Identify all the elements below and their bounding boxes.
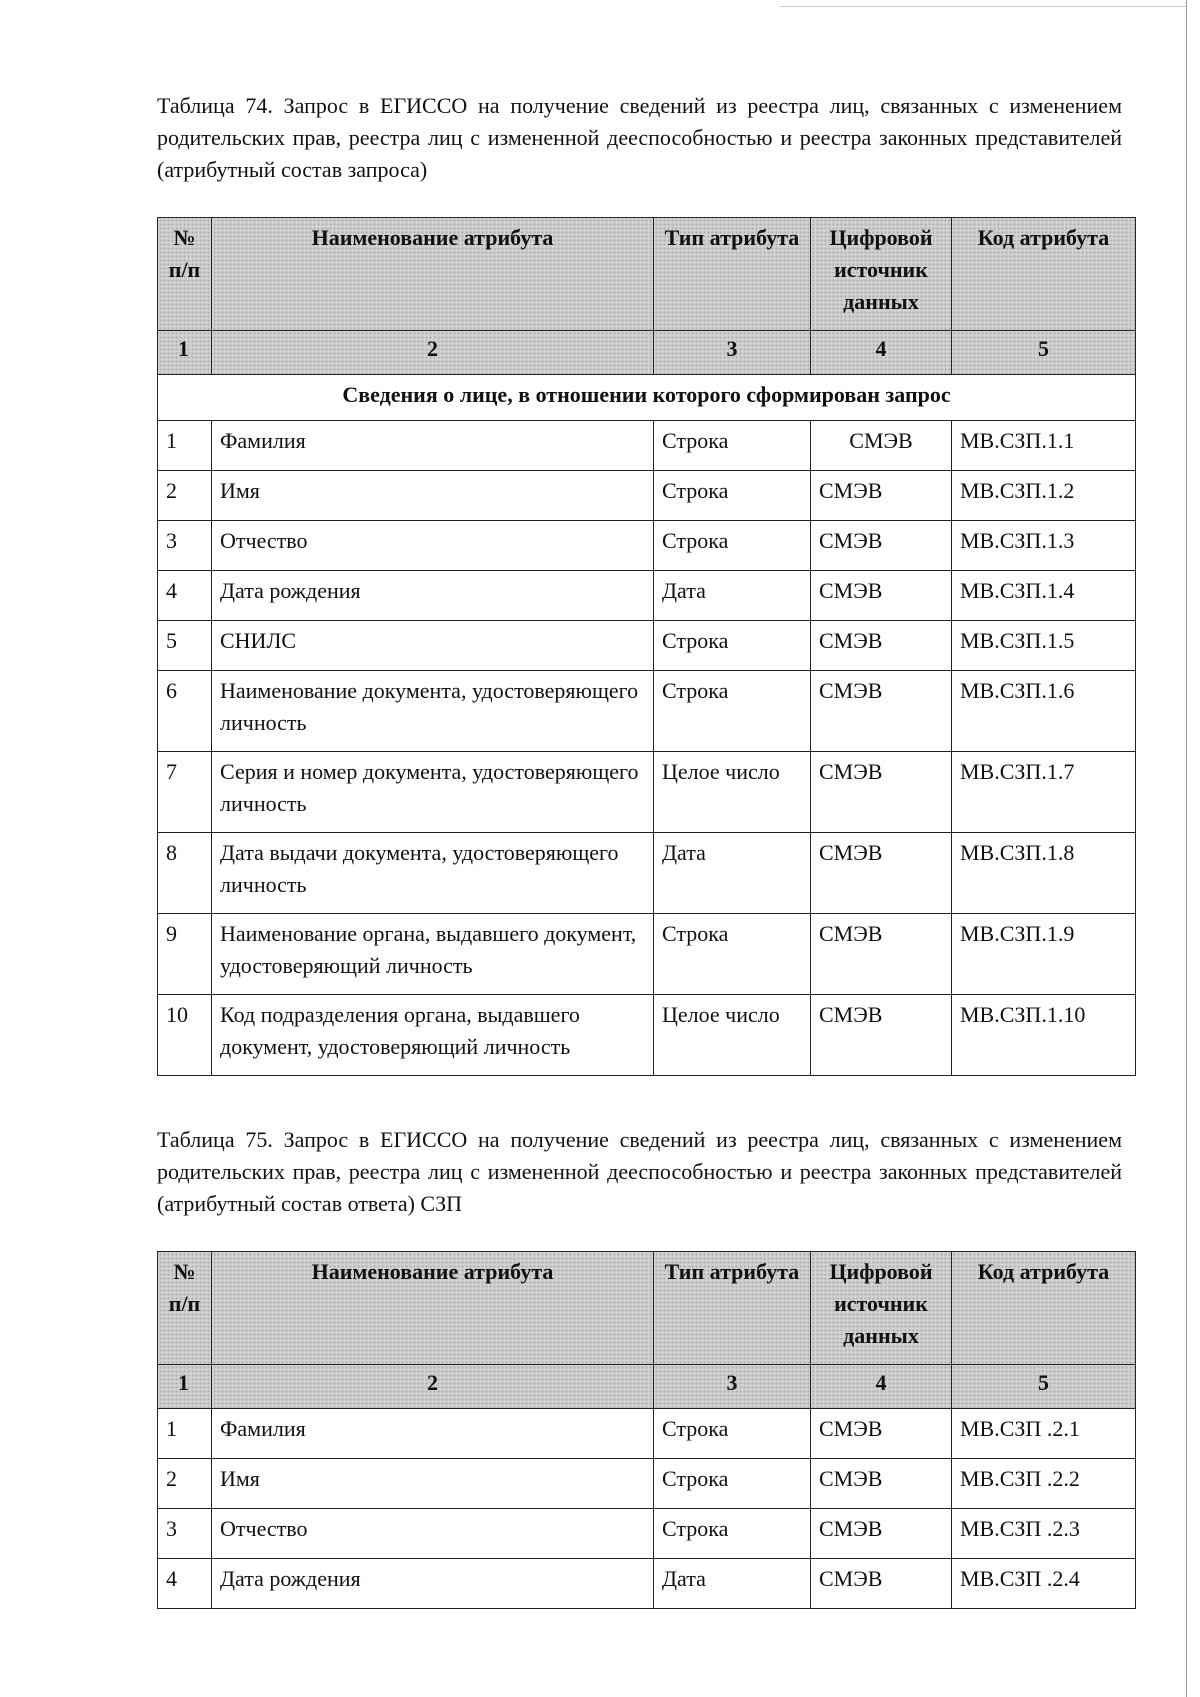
- row-number: 6: [158, 671, 212, 752]
- table-row: [158, 671, 1136, 752]
- header-data-source: Цифровой источник данных: [811, 218, 952, 331]
- attribute-name: Наименование органа, выдавшего документ, удостоверяющий личность: [212, 914, 654, 995]
- attribute-type: Целое число: [654, 752, 811, 833]
- attribute-name: Имя: [212, 1459, 654, 1509]
- attribute-name: Наименование документа, удостоверяющего личность: [212, 671, 654, 752]
- attribute-code: МВ.СЗП.1.7: [952, 752, 1136, 833]
- attribute-code: МВ.СЗП .2.1: [952, 1409, 1136, 1459]
- attribute-name: Дата выдачи документа, удостоверяющего личность: [212, 833, 654, 914]
- data-source: СМЭВ: [811, 1459, 952, 1509]
- attribute-code: МВ.СЗП.1.6: [952, 671, 1136, 752]
- section-title: Сведения о лице, в отношении которого сформирован запрос: [158, 375, 1136, 421]
- attribute-type: Дата: [654, 571, 811, 621]
- header-attribute-code: Код атрибута: [952, 1252, 1136, 1365]
- row-number: 2: [158, 1459, 212, 1509]
- attribute-code: МВ.СЗП.1.10: [952, 995, 1136, 1076]
- row-number: 10: [158, 995, 212, 1076]
- column-number: 4: [811, 1365, 952, 1409]
- attribute-name: Дата рождения: [212, 1559, 654, 1609]
- scan-edge-top: [780, 6, 1186, 7]
- row-number: 1: [158, 421, 212, 471]
- header-number: № п/п: [158, 218, 212, 331]
- table-row: [158, 621, 1136, 671]
- attribute-code: МВ.СЗП.1.5: [952, 621, 1136, 671]
- data-source: СМЭВ: [811, 1509, 952, 1559]
- header-attribute-type: Тип атрибута: [654, 218, 811, 331]
- table-row: [158, 571, 1136, 621]
- table-row: [158, 914, 1136, 995]
- attribute-name: Имя: [212, 471, 654, 521]
- attribute-name: СНИЛС: [212, 621, 654, 671]
- column-number: 2: [212, 1365, 654, 1409]
- attribute-code: МВ.СЗП.1.9: [952, 914, 1136, 995]
- row-number: 9: [158, 914, 212, 995]
- column-number: 4: [811, 331, 952, 375]
- attribute-type: Строка: [654, 1459, 811, 1509]
- data-source: СМЭВ: [811, 833, 952, 914]
- header-attribute-code: Код атрибута: [952, 218, 1136, 331]
- table-74: [157, 217, 1136, 1076]
- row-number: 5: [158, 621, 212, 671]
- attribute-name: Отчество: [212, 1509, 654, 1559]
- table-row: [158, 521, 1136, 571]
- data-source: СМЭВ: [811, 421, 952, 471]
- table-row: [158, 1509, 1136, 1559]
- column-number: 2: [212, 331, 654, 375]
- attribute-code: МВ.СЗП.1.8: [952, 833, 1136, 914]
- attribute-code: МВ.СЗП.1.3: [952, 521, 1136, 571]
- attribute-type: Дата: [654, 833, 811, 914]
- data-source: СМЭВ: [811, 1409, 952, 1459]
- data-source: СМЭВ: [811, 471, 952, 521]
- section-row: [158, 375, 1136, 421]
- attribute-type: Строка: [654, 471, 811, 521]
- row-number: 3: [158, 521, 212, 571]
- table-row: [158, 1559, 1136, 1609]
- attribute-type: Дата: [654, 1559, 811, 1609]
- table-75: [157, 1251, 1136, 1609]
- header-attribute-name: Наименование атрибута: [212, 1252, 654, 1365]
- data-source: СМЭВ: [811, 1559, 952, 1609]
- attribute-type: Строка: [654, 671, 811, 752]
- table-row: [158, 471, 1136, 521]
- attribute-type: Строка: [654, 914, 811, 995]
- table-row: [158, 995, 1136, 1076]
- attribute-type: Строка: [654, 1509, 811, 1559]
- table-header-row: [158, 1252, 1136, 1365]
- attribute-code: МВ.СЗП .2.4: [952, 1559, 1136, 1609]
- header-attribute-type: Тип атрибута: [654, 1252, 811, 1365]
- row-number: 7: [158, 752, 212, 833]
- column-number: 3: [654, 1365, 811, 1409]
- header-attribute-name: Наименование атрибута: [212, 218, 654, 331]
- attribute-type: Целое число: [654, 995, 811, 1076]
- row-number: 1: [158, 1409, 212, 1459]
- row-number: 8: [158, 833, 212, 914]
- attribute-name: Отчество: [212, 521, 654, 571]
- column-number: 1: [158, 1365, 212, 1409]
- attribute-type: Строка: [654, 521, 811, 571]
- scan-edge-right: [1186, 0, 1187, 1697]
- table-row: [158, 833, 1136, 914]
- data-source: СМЭВ: [811, 671, 952, 752]
- table-74-caption: Таблица 74. Запрос в ЕГИССО на получение сведений из реестра лиц, связанных с изменением родительских прав, реестра лиц с измененной дееспособностью и реестра законных представителей (атрибутный состав запроса): [157, 93, 1122, 182]
- attribute-type: Строка: [654, 421, 811, 471]
- data-source: СМЭВ: [811, 914, 952, 995]
- attribute-code: МВ.СЗП .2.3: [952, 1509, 1136, 1559]
- row-number: 4: [158, 1559, 212, 1609]
- table-row: [158, 421, 1136, 471]
- data-source: СМЭВ: [811, 752, 952, 833]
- attribute-name: Фамилия: [212, 1409, 654, 1459]
- attribute-code: МВ.СЗП.1.4: [952, 571, 1136, 621]
- column-number: 1: [158, 331, 212, 375]
- attribute-name: Серия и номер документа, удостоверяющего личность: [212, 752, 654, 833]
- table-row: [158, 1409, 1136, 1459]
- data-source: СМЭВ: [811, 521, 952, 571]
- row-number: 3: [158, 1509, 212, 1559]
- table-header-row: [158, 218, 1136, 331]
- table-75-caption: Таблица 75. Запрос в ЕГИССО на получение сведений из реестра лиц, связанных с изменением родительских прав, реестра лиц с измененной дееспособностью и реестра законных представителей (атрибутный состав ответа) СЗП: [157, 1127, 1122, 1216]
- attribute-code: МВ.СЗП .2.2: [952, 1459, 1136, 1509]
- column-number: 5: [952, 331, 1136, 375]
- row-number: 4: [158, 571, 212, 621]
- table-row: [158, 1459, 1136, 1509]
- data-source: СМЭВ: [811, 995, 952, 1076]
- attribute-code: МВ.СЗП.1.1: [952, 421, 1136, 471]
- attribute-name: Код подразделения органа, выдавшего документ, удостоверяющий личность: [212, 995, 654, 1076]
- data-source: СМЭВ: [811, 621, 952, 671]
- header-data-source: Цифровой источник данных: [811, 1252, 952, 1365]
- table-column-numbers-row: [158, 331, 1136, 375]
- attribute-type: Строка: [654, 621, 811, 671]
- attribute-code: МВ.СЗП.1.2: [952, 471, 1136, 521]
- column-number: 5: [952, 1365, 1136, 1409]
- row-number: 2: [158, 471, 212, 521]
- attribute-name: Дата рождения: [212, 571, 654, 621]
- attribute-type: Строка: [654, 1409, 811, 1459]
- table-column-numbers-row: [158, 1365, 1136, 1409]
- attribute-name: Фамилия: [212, 421, 654, 471]
- column-number: 3: [654, 331, 811, 375]
- header-number: № п/п: [158, 1252, 212, 1365]
- data-source: СМЭВ: [811, 571, 952, 621]
- table-row: [158, 752, 1136, 833]
